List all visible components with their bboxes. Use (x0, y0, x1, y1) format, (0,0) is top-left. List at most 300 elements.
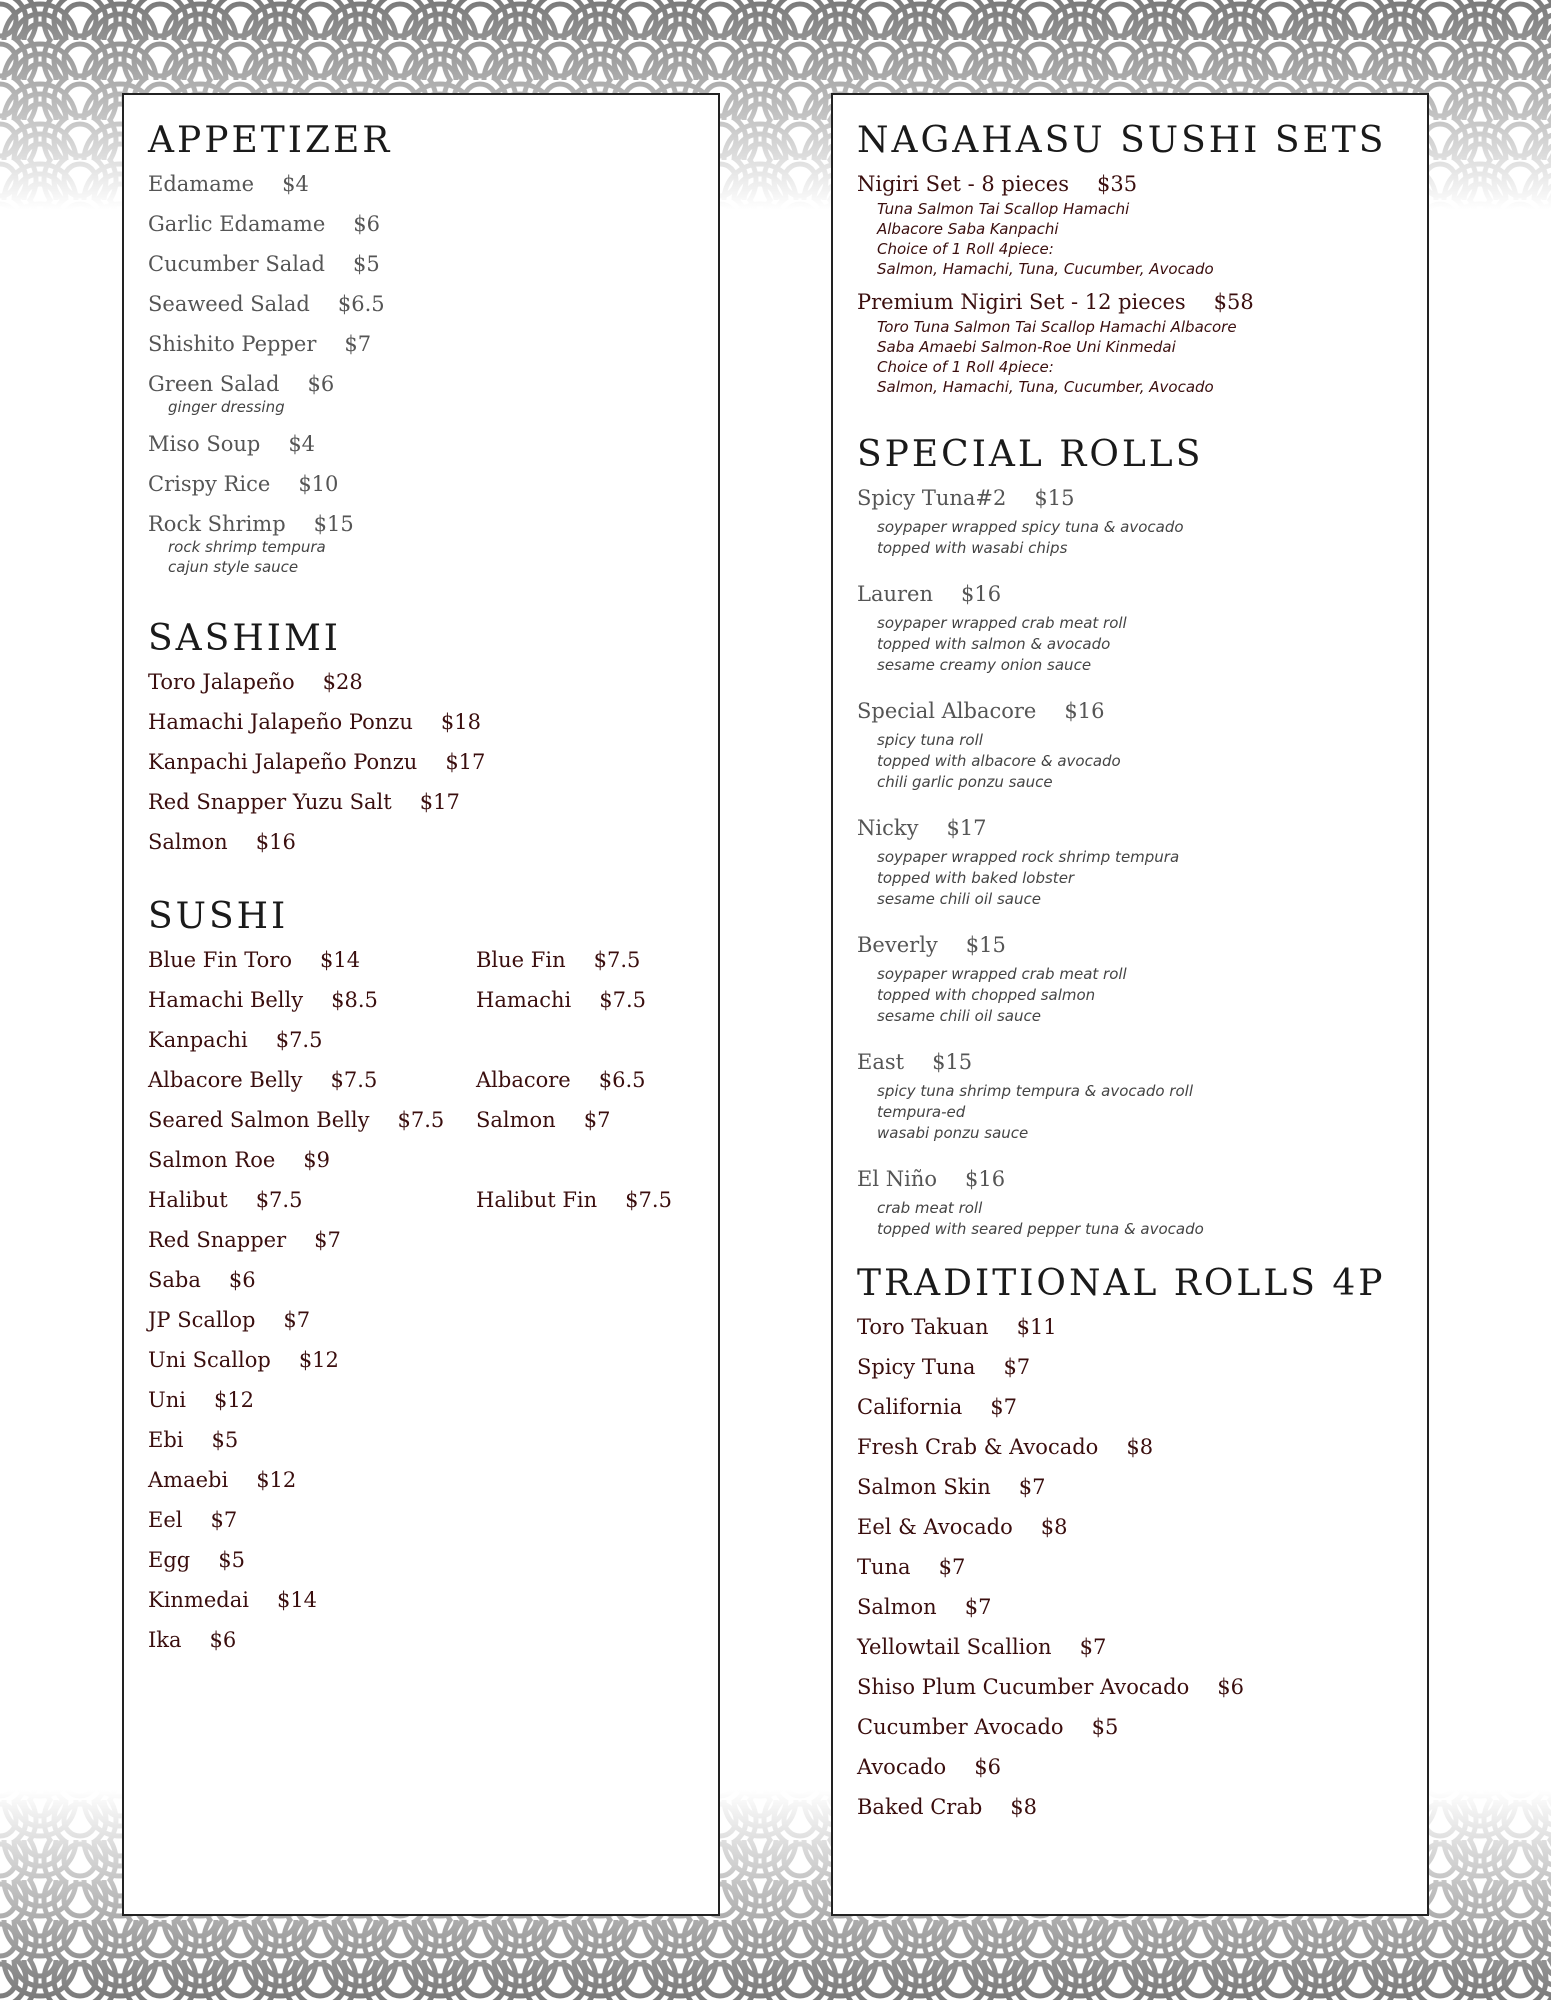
menu-item-line (148, 669, 698, 695)
menu-item-line (148, 1107, 476, 1133)
item-name: Nigiri Set - 8 pieces (857, 172, 1069, 196)
description-line: topped with albacore & avocado (877, 752, 1121, 770)
menu-item (148, 1227, 476, 1253)
special-rolls-list (857, 485, 1407, 1240)
menu-item (148, 1187, 476, 1213)
menu-item-line (148, 749, 698, 775)
menu-item-line (476, 1187, 716, 1213)
menu-item (857, 1434, 1407, 1460)
menu-item-line (148, 1187, 476, 1213)
menu-item (148, 431, 698, 457)
item-price: $15 (313, 512, 354, 536)
item-price: $7 (990, 1395, 1017, 1419)
item-name: Cucumber Avocado (857, 1715, 1064, 1739)
item-price: $9 (303, 1148, 330, 1172)
menu-item (857, 1474, 1407, 1500)
item-price: $12 (213, 1388, 255, 1412)
description-line: Choice of 1 Roll 4piece: (877, 358, 1054, 376)
item-name: Shishito Pepper (148, 332, 317, 356)
menu-item (857, 932, 1407, 1027)
menu-item-line (148, 1347, 476, 1373)
empty-cell (476, 1147, 716, 1173)
menu-item (148, 709, 698, 735)
menu-item-line (857, 1714, 1407, 1740)
menu-item-line (857, 1674, 1407, 1700)
item-price: $7 (344, 332, 372, 356)
item-price: $4 (288, 432, 316, 456)
menu-item-line (148, 1067, 476, 1093)
description-line: soypaper wrapped crab meat roll (877, 965, 1127, 983)
item-price: $4 (282, 172, 309, 196)
item-description (857, 613, 1407, 676)
item-name: Lauren (857, 582, 933, 606)
item-price: $7 (583, 1108, 611, 1132)
item-description (148, 397, 698, 417)
item-name: Red Snapper Yuzu Salt (148, 790, 392, 814)
menu-item-line (857, 1166, 1407, 1192)
item-description (857, 517, 1407, 559)
item-name: Albacore (476, 1068, 571, 1092)
menu-item (857, 1594, 1407, 1620)
section-title-sushi: SUSHI (148, 896, 289, 937)
empty-cell (476, 1467, 716, 1493)
section-title-sashimi: SASHIMI (148, 618, 342, 659)
item-price: $7.5 (599, 988, 647, 1012)
menu-item (857, 1514, 1407, 1540)
item-name: Salmon (476, 1108, 556, 1132)
item-name: Uni (148, 1388, 186, 1412)
item-price: $6 (209, 1628, 237, 1652)
item-price: $7.5 (593, 948, 641, 972)
item-name: Toro Takuan (857, 1315, 989, 1339)
item-price: $12 (298, 1348, 339, 1372)
item-name: Kanpachi Jalapeño Ponzu (148, 750, 418, 774)
item-name: Toro Jalapeño (148, 670, 295, 694)
description-line: Saba Amaebi Salmon-Roe Uni Kinmedai (877, 338, 1176, 356)
menu-item-line (148, 371, 698, 397)
item-name: Edamame (148, 172, 255, 196)
menu-item-line (148, 1227, 476, 1253)
description-line: spicy tuna shrimp tempura & avocado roll (877, 1082, 1193, 1100)
menu-item-line (476, 987, 716, 1013)
item-name: Amaebi (148, 1468, 229, 1492)
item-name: Beverly (857, 933, 938, 957)
empty-cell (476, 1027, 716, 1053)
menu-item-line (857, 485, 1407, 511)
menu-item (148, 471, 698, 497)
empty-cell (476, 1507, 716, 1533)
menu-item-line (857, 1554, 1407, 1580)
description-line: topped with seared pepper tuna & avocado (877, 1220, 1204, 1238)
section-title-special-rolls: SPECIAL ROLLS (857, 434, 1204, 475)
menu-item (857, 1314, 1407, 1340)
item-name: Avocado (857, 1755, 947, 1779)
item-description (148, 537, 698, 577)
item-name: Ika (148, 1628, 182, 1652)
menu-item-line (857, 1474, 1407, 1500)
item-name: Spicy Tuna#2 (857, 486, 1007, 510)
item-description (857, 964, 1407, 1027)
item-price: $7.5 (330, 1068, 378, 1092)
menu-item-line (148, 1427, 476, 1453)
item-price: $14 (276, 1588, 318, 1612)
item-name: Saba (148, 1268, 201, 1292)
menu-item-line (476, 1107, 716, 1133)
description-line: soypaper wrapped rock shrimp tempura (877, 848, 1180, 866)
item-name: Shiso Plum Cucumber Avocado (857, 1675, 1190, 1699)
description-line: topped with wasabi chips (877, 539, 1068, 557)
sushi-section (148, 895, 698, 1667)
item-name: Garlic Edamame (148, 212, 326, 236)
menu-item (857, 581, 1407, 676)
item-name: Kanpachi (148, 1028, 248, 1052)
empty-cell (476, 1267, 716, 1293)
menu-item (857, 485, 1407, 559)
menu-item (148, 171, 698, 197)
menu-item-line (148, 431, 698, 457)
menu-item-line (476, 947, 716, 973)
description-line: topped with salmon & avocado (877, 635, 1111, 653)
menu-item (476, 1107, 716, 1133)
description-line: Salmon, Hamachi, Tuna, Cucumber, Avocado (877, 260, 1214, 278)
menu-item (857, 1754, 1407, 1780)
menu-item-line (148, 511, 698, 537)
menu-item-line (148, 1587, 476, 1613)
item-price: $14 (319, 948, 361, 972)
item-price: $7 (1018, 1475, 1046, 1499)
item-name: Uni Scallop (148, 1348, 271, 1372)
menu-item-line (148, 1267, 476, 1293)
description-line: topped with baked lobster (877, 869, 1075, 887)
section-title-sushi-sets: NAGAHASU SUSHI SETS (857, 120, 1387, 161)
menu-item (476, 1067, 716, 1093)
description-line: rock shrimp tempura (168, 538, 326, 556)
menu-item-line (857, 289, 1407, 315)
menu-item-line (148, 251, 698, 277)
item-name: Hamachi Belly (148, 988, 304, 1012)
menu-item (148, 251, 698, 277)
item-price: $8 (1040, 1515, 1068, 1539)
item-price: $6 (974, 1755, 1001, 1779)
menu-item-line (857, 1754, 1407, 1780)
item-price: $16 (255, 830, 296, 854)
item-price: $18 (440, 710, 481, 734)
item-name: California (857, 1395, 963, 1419)
description-line: Tuna Salmon Tai Scallop Hamachi (877, 200, 1130, 218)
menu-item-line (857, 1594, 1407, 1620)
menu-item-line (148, 1027, 476, 1053)
menu-item (148, 1427, 476, 1453)
item-description (857, 199, 1407, 279)
item-price: $6.5 (337, 292, 385, 316)
item-name: Tuna (857, 1555, 911, 1579)
item-name: Seaweed Salad (148, 292, 310, 316)
item-price: $16 (1064, 699, 1105, 723)
menu-item (148, 749, 698, 775)
item-price: $5 (352, 252, 380, 276)
menu-item (148, 1387, 476, 1413)
description-line: soypaper wrapped crab meat roll (877, 614, 1127, 632)
item-description (857, 317, 1407, 397)
empty-cell (476, 1547, 716, 1573)
menu-item (148, 829, 698, 855)
item-price: $7 (964, 1595, 992, 1619)
menu-item-line (148, 709, 698, 735)
menu-item-line (148, 171, 698, 197)
item-description (857, 1081, 1407, 1144)
item-name: Red Snapper (148, 1228, 287, 1252)
item-price: $17 (445, 750, 486, 774)
item-name: Halibut Fin (476, 1188, 598, 1212)
menu-item-line (857, 581, 1407, 607)
menu-item (857, 1714, 1407, 1740)
menu-item-line (148, 829, 698, 855)
item-price: $6 (307, 372, 335, 396)
item-price: $8 (1126, 1435, 1154, 1459)
item-price: $58 (1213, 290, 1254, 314)
item-name: El Niño (857, 1167, 937, 1191)
item-price: $6.5 (598, 1068, 646, 1092)
menu-item-line (857, 1634, 1407, 1660)
menu-item-line (148, 947, 476, 973)
menu-item-line (476, 1067, 716, 1093)
menu-item (857, 1794, 1407, 1820)
section-title-traditional-rolls: TRADITIONAL ROLLS 4P (857, 1263, 1386, 1304)
description-line: Choice of 1 Roll 4piece: (877, 240, 1054, 258)
menu-item (148, 371, 698, 417)
description-line: topped with chopped salmon (877, 986, 1096, 1004)
item-price: $6 (228, 1268, 256, 1292)
item-description (857, 1198, 1407, 1240)
item-price: $17 (419, 790, 460, 814)
item-name: Salmon Roe (148, 1148, 276, 1172)
menu-item (857, 1354, 1407, 1380)
empty-cell (476, 1347, 716, 1373)
menu-item (148, 1027, 476, 1053)
menu-item-line (857, 1434, 1407, 1460)
menu-item-line (148, 1467, 476, 1493)
item-price: $8 (1010, 1795, 1038, 1819)
item-name: Eel & Avocado (857, 1515, 1013, 1539)
appetizer-list (148, 171, 698, 577)
item-name: Salmon (148, 830, 228, 854)
item-name: Ebi (148, 1428, 184, 1452)
menu-item (857, 1394, 1407, 1420)
item-price: $7.5 (625, 1188, 672, 1212)
menu-item (476, 947, 716, 973)
description-line: Albacore Saba Kanpachi (877, 220, 1059, 238)
description-line: ginger dressing (168, 398, 285, 416)
item-name: Crispy Rice (148, 472, 271, 496)
item-price: $7 (1003, 1355, 1031, 1379)
menu-item-line (857, 1049, 1407, 1075)
menu-item (148, 1147, 476, 1173)
item-price: $5 (211, 1428, 239, 1452)
item-name: Green Salad (148, 372, 280, 396)
item-name: Fresh Crab & Avocado (857, 1435, 1099, 1459)
item-name: Seared Salmon Belly (148, 1108, 370, 1132)
description-line: Toro Tuna Salmon Tai Scallop Hamachi Albacore (877, 318, 1237, 336)
empty-cell (476, 1227, 716, 1253)
sashimi-section (148, 617, 698, 855)
item-price: $35 (1096, 172, 1138, 196)
item-price: $7 (938, 1555, 966, 1579)
menu-item (148, 1587, 476, 1613)
menu-item (148, 789, 698, 815)
menu-item-line (857, 171, 1407, 197)
description-line: sesame chili oil sauce (877, 890, 1041, 908)
item-name: Salmon (857, 1595, 937, 1619)
menu-item (148, 291, 698, 317)
empty-cell (476, 1307, 716, 1333)
menu-item (148, 211, 698, 237)
empty-cell (476, 1427, 716, 1453)
menu-panel-right (831, 93, 1429, 1916)
description-line: soypaper wrapped spicy tuna & avocado (877, 518, 1184, 536)
description-line: crab meat roll (877, 1199, 983, 1217)
menu-item-line (857, 1314, 1407, 1340)
description-line: sesame creamy onion sauce (877, 656, 1092, 674)
menu-item-line (857, 1794, 1407, 1820)
item-price: $15 (932, 1050, 973, 1074)
description-line: chili garlic ponzu sauce (877, 773, 1053, 791)
menu-item-line (148, 471, 698, 497)
item-price: $7.5 (397, 1108, 445, 1132)
sushi-grid (148, 947, 698, 1667)
item-price: $11 (1016, 1315, 1057, 1339)
item-price: $15 (1034, 486, 1075, 510)
item-name: Spicy Tuna (857, 1355, 976, 1379)
menu-item (148, 511, 698, 577)
item-price: $6 (1217, 1675, 1244, 1699)
section-title-appetizer: APPETIZER (148, 120, 393, 161)
item-name: Miso Soup (148, 432, 261, 456)
item-price: $5 (1091, 1715, 1119, 1739)
menu-item-line (857, 932, 1407, 958)
item-description (857, 730, 1407, 793)
item-price: $7 (210, 1508, 238, 1532)
traditional-rolls-section (857, 1262, 1407, 1820)
item-price: $6 (353, 212, 381, 236)
item-name: Yellowtail Scallion (857, 1635, 1052, 1659)
menu-item (857, 1554, 1407, 1580)
item-price: $8.5 (331, 988, 378, 1012)
item-name: Egg (148, 1548, 191, 1572)
special-rolls-section (857, 433, 1407, 1240)
item-price: $12 (256, 1468, 297, 1492)
menu-item (148, 1467, 476, 1493)
menu-item (148, 1507, 476, 1533)
menu-item-line (857, 1354, 1407, 1380)
description-line: Salmon, Hamachi, Tuna, Cucumber, Avocado (877, 378, 1214, 396)
menu-item (148, 987, 476, 1013)
item-name: Hamachi (476, 988, 572, 1012)
item-price: $7.5 (275, 1028, 323, 1052)
appetizer-section (148, 119, 698, 577)
menu-item-line (857, 815, 1407, 841)
item-name: Halibut (148, 1188, 228, 1212)
item-price: $15 (965, 933, 1006, 957)
menu-item-line (148, 789, 698, 815)
item-name: Premium Nigiri Set - 12 pieces (857, 290, 1186, 314)
item-price: $28 (322, 670, 363, 694)
empty-cell (476, 1587, 716, 1613)
description-line: spicy tuna roll (877, 731, 983, 749)
item-price: $7 (1079, 1635, 1107, 1659)
menu-item (148, 1627, 476, 1653)
item-price: $10 (298, 472, 339, 496)
menu-item-line (148, 1307, 476, 1333)
empty-cell (476, 1387, 716, 1413)
menu-item (857, 698, 1407, 793)
menu-item-line (148, 1627, 476, 1653)
description-line: sesame chili oil sauce (877, 1007, 1041, 1025)
item-price: $7 (283, 1308, 311, 1332)
item-name: Eel (148, 1508, 183, 1532)
menu-item (148, 669, 698, 695)
item-name: Nicky (857, 816, 919, 840)
item-price: $17 (946, 816, 987, 840)
item-name: Albacore Belly (148, 1068, 303, 1092)
menu-item (857, 171, 1407, 279)
menu-item (148, 331, 698, 357)
item-price: $7 (314, 1228, 341, 1252)
menu-item (857, 1049, 1407, 1144)
item-name: JP Scallop (148, 1308, 256, 1332)
menu-item-line (148, 987, 476, 1013)
menu-item-line (148, 211, 698, 237)
item-name: Hamachi Jalapeño Ponzu (148, 710, 413, 734)
menu-item-line (857, 698, 1407, 724)
item-name: Salmon Skin (857, 1475, 991, 1499)
menu-item (148, 947, 476, 973)
menu-item-line (148, 1387, 476, 1413)
menu-item (857, 1634, 1407, 1660)
menu-item-line (148, 291, 698, 317)
item-price: $5 (218, 1548, 245, 1572)
menu-item (148, 1347, 476, 1373)
menu-item (476, 1187, 716, 1213)
menu-item (148, 1267, 476, 1293)
sushi-sets-section (857, 119, 1407, 397)
empty-cell (476, 1627, 716, 1653)
menu-item-line (857, 1514, 1407, 1540)
sashimi-list (148, 669, 698, 855)
menu-item-line (148, 331, 698, 357)
item-name: Kinmedai (148, 1588, 249, 1612)
description-line: wasabi ponzu sauce (877, 1124, 1029, 1142)
item-name: Cucumber Salad (148, 252, 325, 276)
item-name: Rock Shrimp (148, 512, 286, 536)
item-description (857, 847, 1407, 910)
menu-item (148, 1107, 476, 1133)
description-line: tempura-ed (877, 1103, 966, 1121)
item-name: East (857, 1050, 905, 1074)
sushi-sets-list (857, 171, 1407, 397)
description-line: cajun style sauce (168, 558, 299, 576)
menu-panel-left (122, 93, 720, 1916)
item-name: Blue Fin (476, 948, 566, 972)
menu-item-line (857, 1394, 1407, 1420)
menu-item (857, 815, 1407, 910)
menu-item (148, 1307, 476, 1333)
menu-item (857, 289, 1407, 397)
item-price: $7.5 (255, 1188, 303, 1212)
item-price: $16 (960, 582, 1002, 606)
traditional-rolls-list (857, 1314, 1407, 1820)
menu-item-line (148, 1147, 476, 1173)
item-price: $16 (964, 1167, 1006, 1191)
